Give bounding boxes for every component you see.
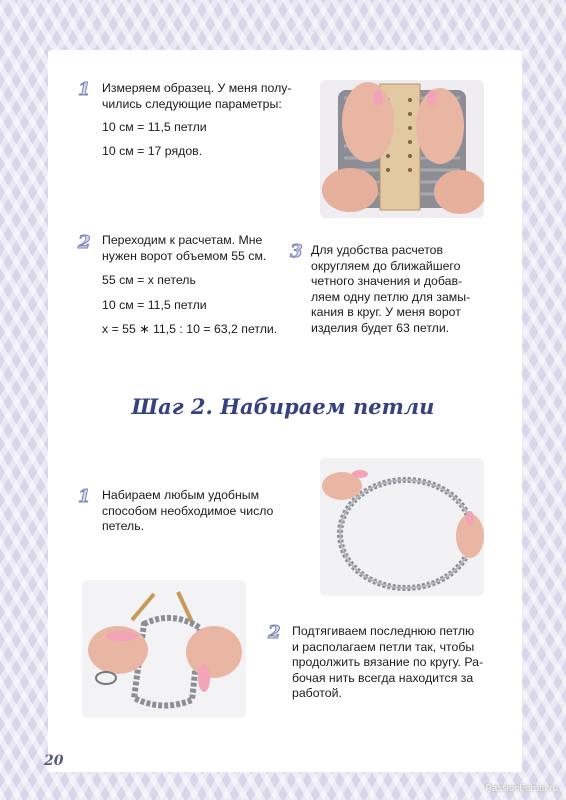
- calc-line: 10 см = 11,5 петли: [102, 297, 207, 312]
- step-1-line: Измеряем образец. У меня полу-: [102, 81, 292, 95]
- step-3-text: [311, 243, 501, 336]
- calc-line: х = 55 ∗ 11,5 : 10 = 63,2 петли.: [102, 322, 278, 336]
- step-1-line: петель.: [102, 519, 145, 533]
- step-2-line: продолжить вязание по кругу. Ра-: [292, 655, 484, 669]
- loop-circle-photo: [320, 458, 484, 596]
- step-number-3: 3: [290, 241, 303, 262]
- step-3-line: округляем до ближайшего: [311, 258, 461, 273]
- gauge-measure-photo: [320, 80, 484, 218]
- page-number: 20: [44, 753, 64, 769]
- step-2-line: работой.: [292, 686, 342, 700]
- step-number-2: 2: [78, 232, 91, 253]
- step-3-line: кания в круг. У меня ворот: [311, 305, 461, 319]
- calc-line: 55 см = х петель: [102, 273, 196, 287]
- step-2-line: бочая нить всегда находится за: [292, 670, 474, 685]
- step-1-line: способом необходимое число: [102, 503, 274, 518]
- watermark: PassionForum.ru: [485, 783, 558, 794]
- needles-knitting-photo: [82, 580, 246, 718]
- step-1-line: Набираем любым удобным: [102, 488, 260, 502]
- step-number-1: 1: [78, 486, 91, 507]
- step-1-line: чились следующие параметры:: [102, 96, 282, 111]
- step-number-2: 2: [268, 622, 281, 643]
- calc-line: 10 см = 11,5 петли: [102, 120, 207, 134]
- section-heading: Шаг 2. Набираем петли: [131, 394, 435, 419]
- step-3-line: ляем одну петлю для замы-: [311, 289, 471, 304]
- step-2-text: [292, 624, 507, 702]
- step-2-line: нужен ворот объемом 55 см.: [102, 248, 267, 263]
- step-1-text: [102, 488, 292, 535]
- calc-line: 10 см = 17 рядов.: [102, 143, 203, 158]
- step-2-text: [102, 233, 302, 338]
- step-3-line: четного значения и добав-: [311, 274, 463, 288]
- step-1-text: [102, 81, 317, 159]
- step-3-line: Для удобства расчетов: [311, 243, 444, 257]
- step-3-line: изделия будет 63 петли.: [311, 320, 450, 335]
- step-2-line: Подтягиваем последнюю петлю: [292, 624, 475, 638]
- step-2-line: Переходим к расчетам. Мне: [102, 233, 263, 247]
- step-2-line: и располагаем петли так, чтобы: [292, 639, 475, 654]
- step-number-1: 1: [78, 79, 91, 100]
